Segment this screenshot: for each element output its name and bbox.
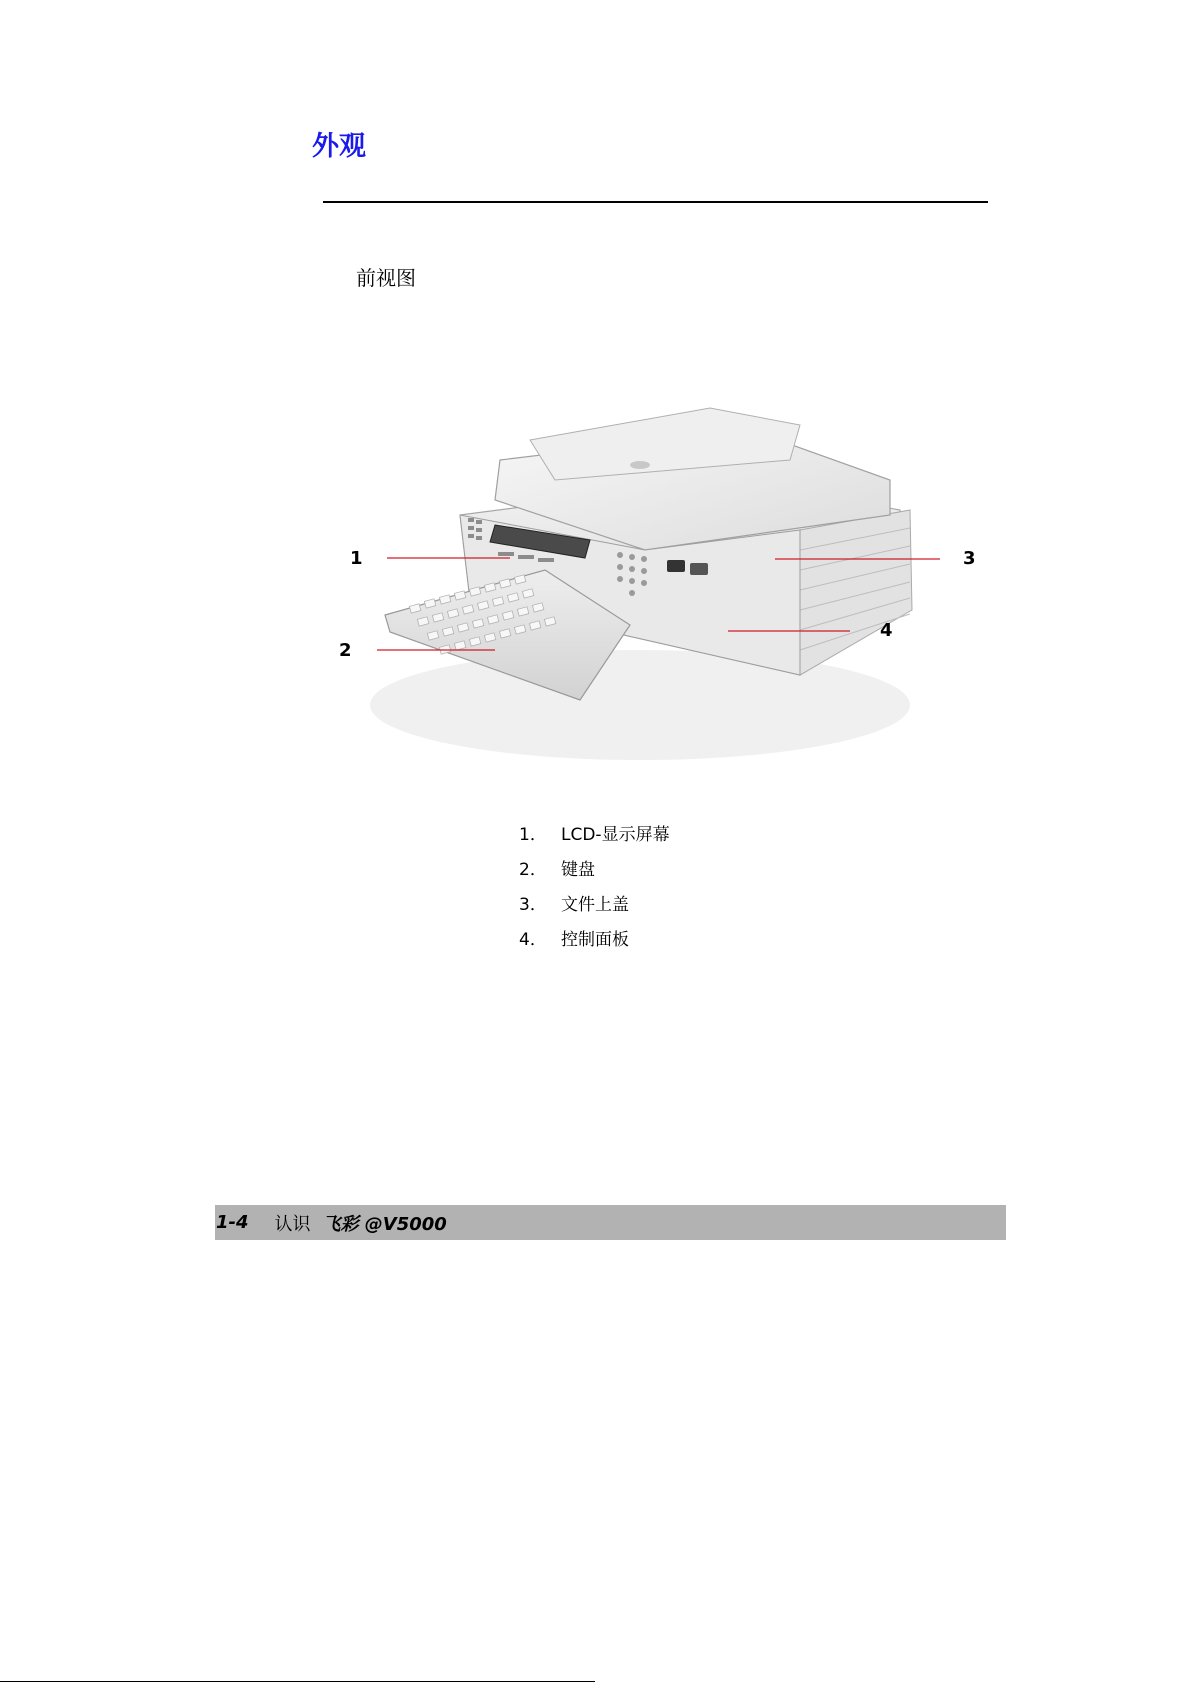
footer-model: 飞彩 @V5000 bbox=[322, 1213, 447, 1235]
legend-number: 3． bbox=[519, 895, 547, 915]
callout-number: 2 bbox=[339, 640, 352, 661]
subsection-title: 前视图 bbox=[356, 266, 416, 290]
legend-text: 文件上盖 bbox=[561, 895, 629, 915]
page-footer bbox=[215, 1205, 1006, 1240]
callout-number: 4 bbox=[880, 620, 893, 641]
legend-number: 2． bbox=[519, 860, 547, 880]
callout-number: 1 bbox=[350, 548, 363, 569]
legend-item bbox=[519, 923, 670, 958]
title-divider bbox=[323, 201, 988, 203]
footer-text: 认识 bbox=[274, 1213, 311, 1235]
bottom-divider bbox=[0, 1681, 595, 1682]
legend-text: LCD-显示屏幕 bbox=[561, 825, 670, 845]
scanner-illustration bbox=[330, 400, 1000, 780]
legend-item bbox=[519, 888, 670, 923]
page-number: 1-4 bbox=[216, 1212, 249, 1233]
parts-legend bbox=[519, 818, 670, 958]
legend-item bbox=[519, 818, 670, 853]
legend-number: 4． bbox=[519, 930, 547, 950]
callout-number: 3 bbox=[963, 548, 976, 569]
legend-item bbox=[519, 853, 670, 888]
legend-number: 1． bbox=[519, 825, 547, 845]
section-title: 外观 bbox=[312, 131, 366, 162]
legend-text: 键盘 bbox=[561, 860, 595, 880]
legend-text: 控制面板 bbox=[561, 930, 629, 950]
